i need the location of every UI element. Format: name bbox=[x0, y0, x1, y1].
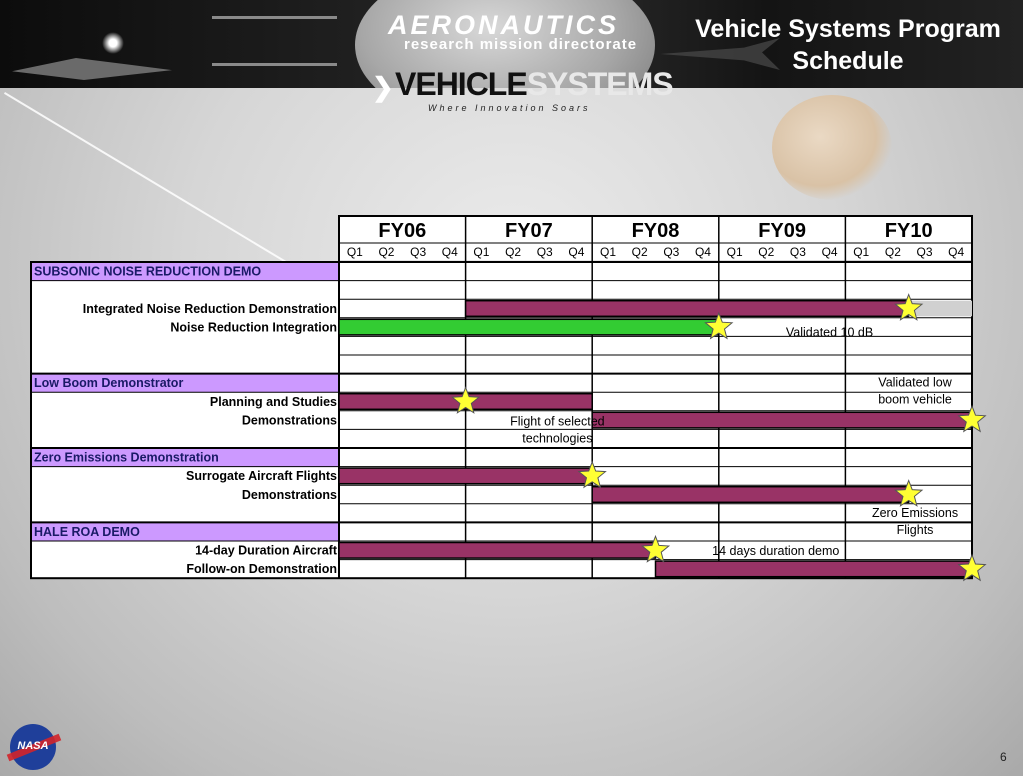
quarter-label: Q4 bbox=[948, 245, 965, 259]
quarter-label: Q4 bbox=[441, 245, 458, 259]
fiscal-year-label: FY07 bbox=[504, 220, 553, 242]
quarter-label: Q3 bbox=[410, 245, 427, 259]
aeronautics-logo: AERONAUTICS bbox=[388, 10, 620, 40]
task-label: Demonstrations bbox=[241, 413, 337, 428]
nasa-logo-text: NASA bbox=[17, 740, 49, 752]
schedule-bar bbox=[466, 301, 909, 317]
schedule-bar bbox=[656, 561, 973, 577]
logo-tagline: Where Innovation Soars bbox=[428, 103, 591, 113]
quarter-label: Q4 bbox=[821, 245, 838, 259]
task-label: Integrated Noise Reduction Demonstration bbox=[82, 301, 337, 316]
fiscal-year-label: FY08 bbox=[631, 220, 680, 242]
quarter-label: Q1 bbox=[600, 245, 617, 259]
milestone-annotation: Flight of selected bbox=[510, 414, 605, 429]
page-number: 6 bbox=[1000, 750, 1007, 764]
milestone-annotation: Validated low bbox=[878, 375, 952, 390]
fiscal-year-label: FY09 bbox=[758, 220, 807, 242]
quarter-label: Q1 bbox=[853, 245, 870, 259]
chevron-right-icon: ❯ bbox=[372, 72, 394, 102]
quarter-label: Q4 bbox=[694, 245, 711, 259]
quarter-label: Q2 bbox=[378, 245, 395, 259]
quarter-label: Q1 bbox=[726, 245, 743, 259]
task-label: 14-day Duration Aircraft bbox=[195, 543, 337, 558]
schedule-bar bbox=[339, 468, 592, 484]
section-label: SUBSONIC NOISE REDUCTION DEMO bbox=[34, 264, 262, 279]
section-label: HALE ROA DEMO bbox=[34, 525, 140, 539]
schedule-bar bbox=[909, 301, 972, 317]
directorate-label: research mission directorate bbox=[404, 36, 638, 53]
section-label: Low Boom Demonstrator bbox=[34, 376, 184, 391]
schedule-bar bbox=[339, 543, 656, 559]
task-label: Noise Reduction Integration bbox=[170, 320, 337, 335]
quarter-label: Q3 bbox=[916, 245, 933, 259]
fiscal-year-label: FY10 bbox=[884, 220, 933, 242]
milestone-annotation: 14 days duration demo bbox=[712, 543, 840, 558]
quarter-label: Q1 bbox=[346, 245, 363, 259]
milestone-annotation: Zero Emissions bbox=[871, 505, 959, 520]
milestone-annotation: Validated 10 dB bbox=[785, 325, 874, 340]
milestone-annotation: Flights bbox=[896, 522, 934, 537]
quarter-label: Q2 bbox=[884, 245, 901, 259]
schedule-bar bbox=[592, 412, 972, 428]
schedule-bar bbox=[339, 319, 719, 335]
quarter-label: Q4 bbox=[568, 245, 585, 259]
quarter-label: Q2 bbox=[631, 245, 648, 259]
systems-word: SYSTEMS bbox=[526, 66, 673, 102]
vehicle-word: VEHICLE bbox=[395, 66, 527, 102]
task-label: Surrogate Aircraft Flights bbox=[186, 469, 337, 484]
quarter-label: Q3 bbox=[789, 245, 806, 259]
fiscal-year-label: FY06 bbox=[378, 220, 427, 242]
quarter-label: Q1 bbox=[473, 245, 490, 259]
milestone-annotation: technologies bbox=[522, 431, 593, 446]
page-title-line2: Schedule bbox=[792, 47, 904, 75]
schedule-bar bbox=[592, 487, 909, 503]
task-label: Follow-on Demonstration bbox=[186, 562, 337, 577]
quarter-label: Q2 bbox=[758, 245, 775, 259]
section-label: Zero Emissions Demonstration bbox=[34, 450, 219, 465]
page-title-line1: Vehicle Systems Program bbox=[695, 15, 1001, 43]
quarter-label: Q3 bbox=[663, 245, 680, 259]
task-label: Planning and Studies bbox=[209, 394, 337, 409]
quarter-label: Q2 bbox=[505, 245, 522, 259]
task-label: Demonstrations bbox=[241, 487, 337, 502]
quarter-label: Q3 bbox=[536, 245, 553, 259]
milestone-annotation: boom vehicle bbox=[878, 392, 952, 407]
